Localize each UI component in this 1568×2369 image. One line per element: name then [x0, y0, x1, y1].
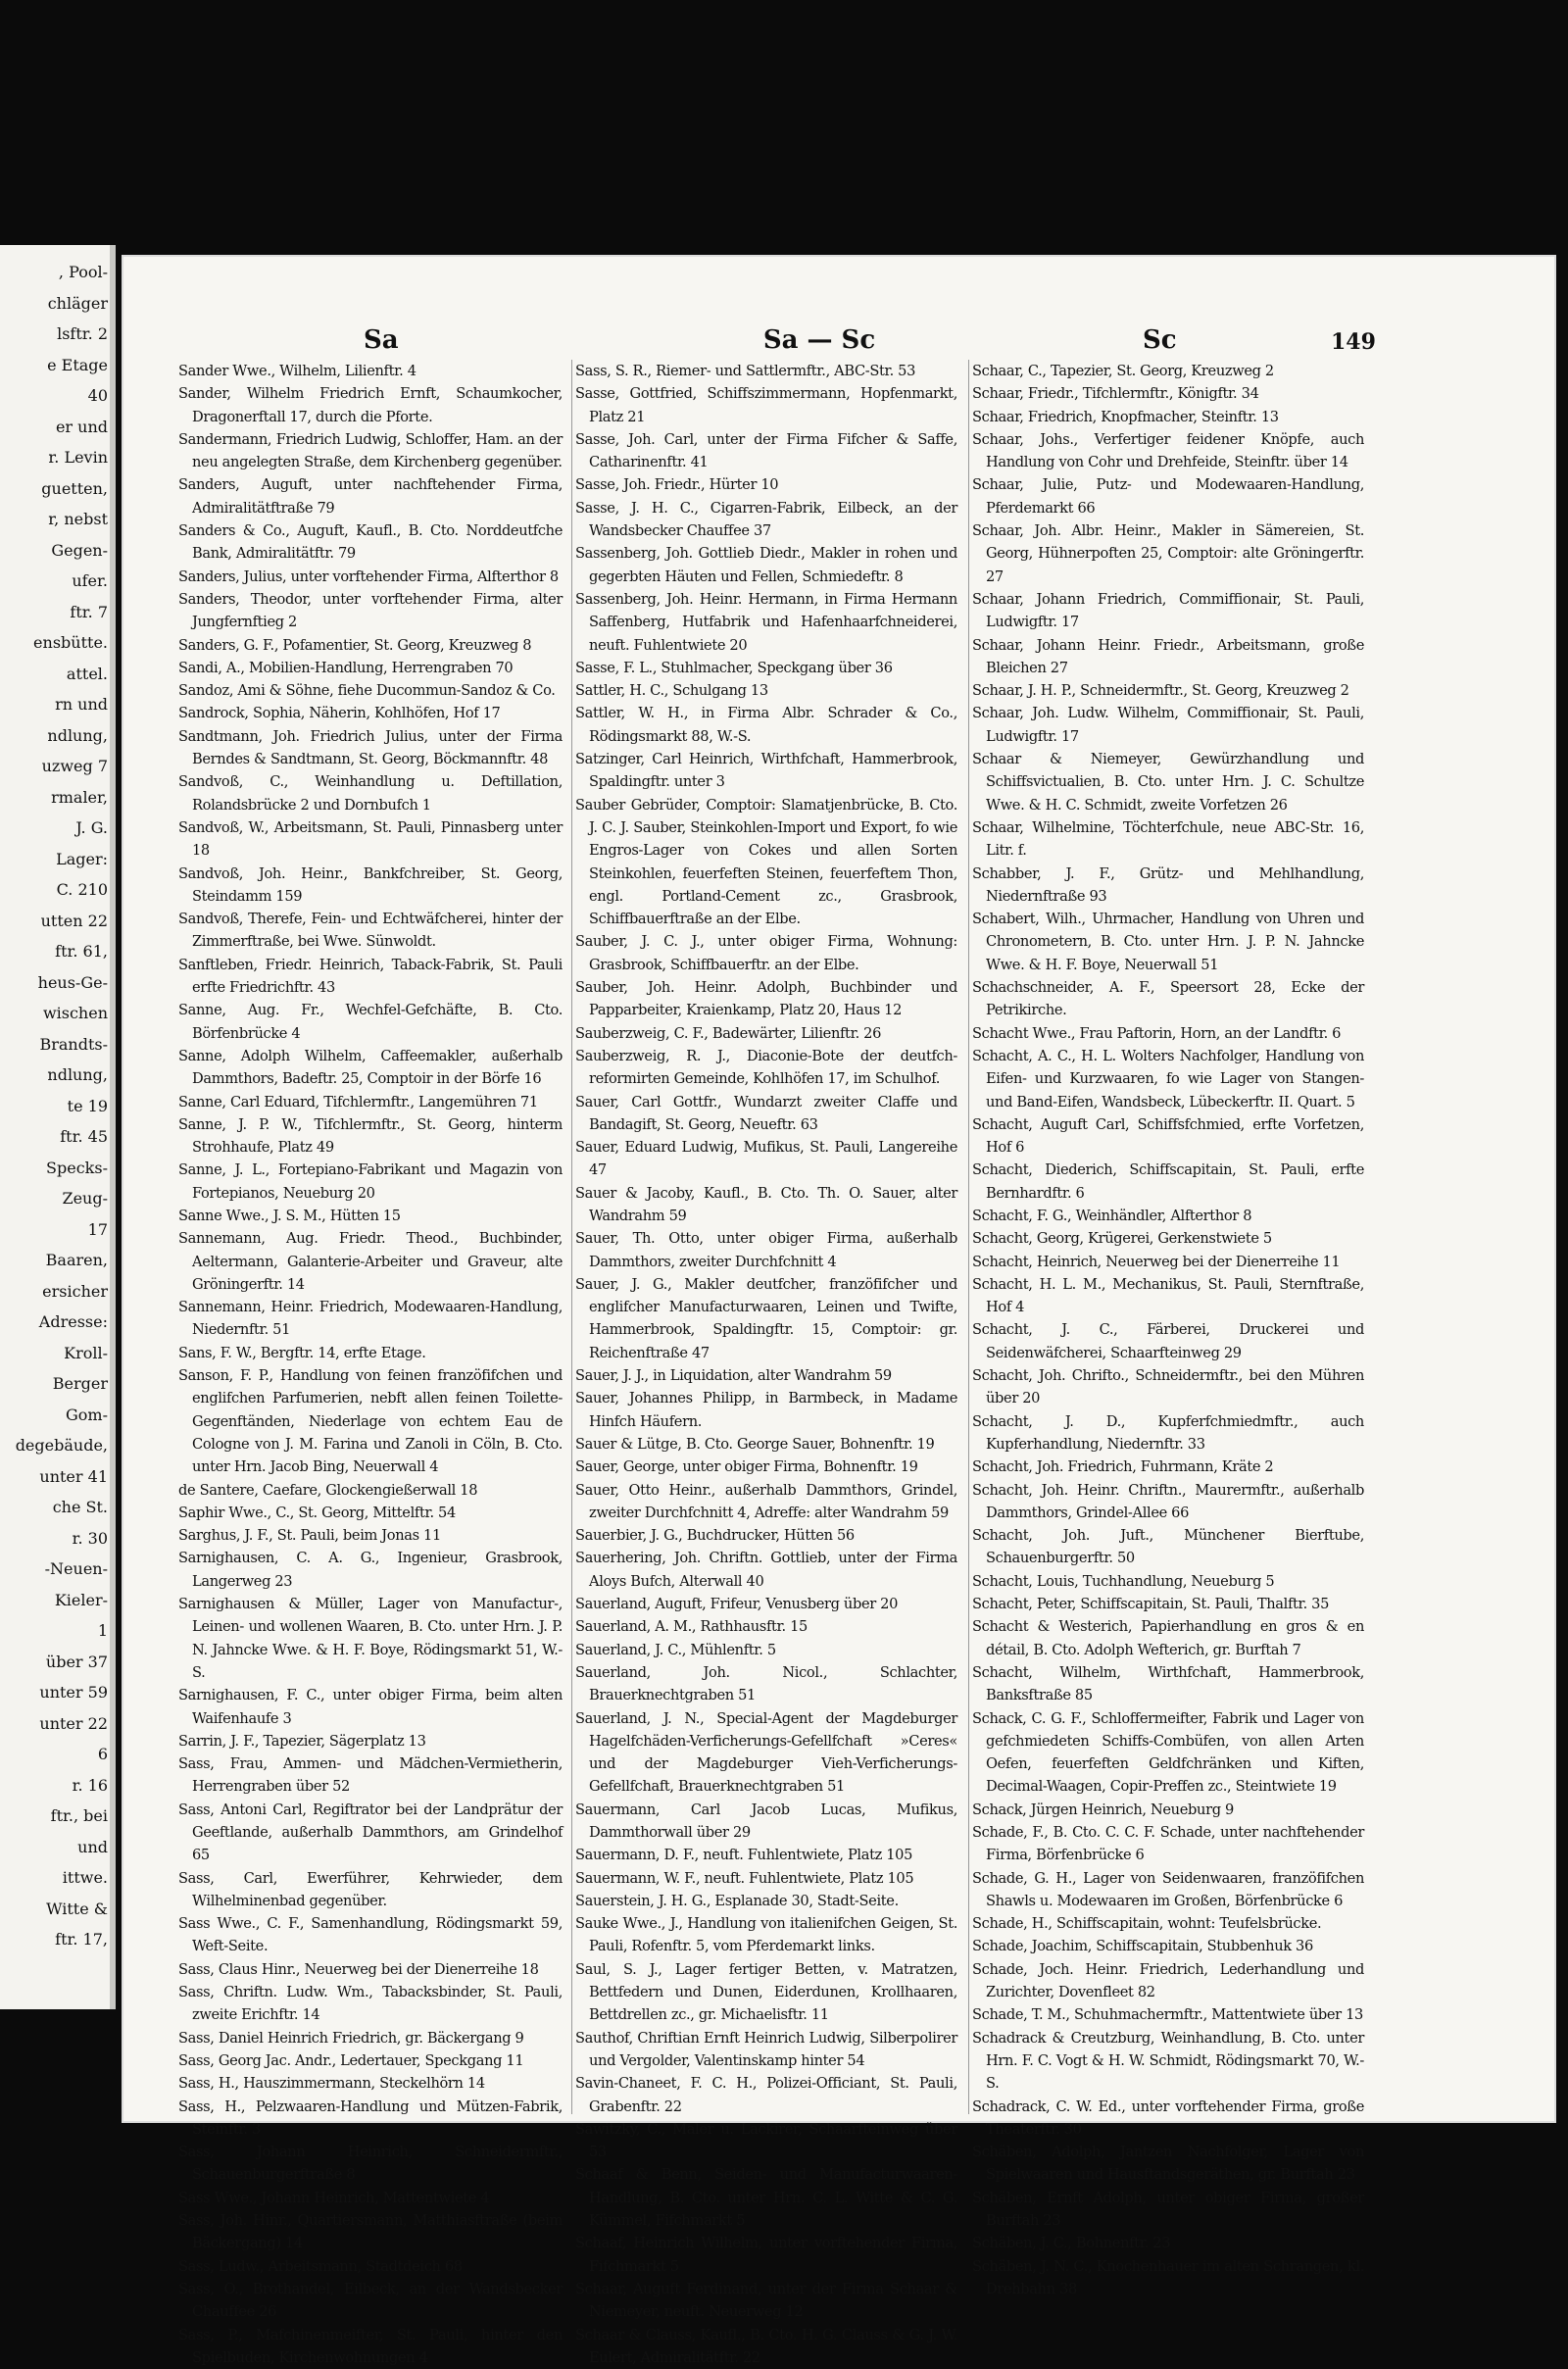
directory-entry: Sasse, Gottfried, Schiffszimmermann, Hopfenmarkt, Platz 21 — [575, 385, 957, 425]
directory-entry: Sauer, J. J., in Liquidation, alter Wandrahm 59 — [575, 1367, 892, 1385]
directory-entry: Schacht, Joh. Chrifto., Schneidermftr., bei den Mühren über 20 — [972, 1367, 1364, 1407]
left-page-text: ufer. — [72, 571, 108, 590]
directory-entry: Sanne, Adolph Wilhelm, Caffeemakler, außerhalb Dammthors, Badeftr. 25, Comptoir in der Börfe 16 — [178, 1047, 563, 1088]
directory-entry: Sandvoß, Therefe, Fein- und Echtwäfcherei, hinter der Zimmerftraße, bei Wwe. Sünwoldt. — [178, 911, 563, 951]
left-page-text: unter 22 — [39, 1713, 108, 1733]
left-page-text: ftr. 17, — [55, 1930, 108, 1949]
directory-entry: Schäben, Adolph, Jantzen Nachfolger, Lager von Spielwaaren und Hausftandsgeräthen, gr. Burftah 23 — [972, 2144, 1364, 2184]
left-page-text: Witte & — [46, 1899, 108, 1918]
directory-entry: Sannemann, Aug. Friedr. Theod., Buchbinder, Aeltermann, Galanterie-Arbeiter und Graveur, alte Gröningerftr. 14 — [178, 1230, 563, 1293]
directory-entry: Schacht, H. L. M., Mechanikus, St. Pauli, Sternftraße, Hof 4 — [972, 1275, 1364, 1316]
column-1 — [178, 360, 563, 2366]
directory-entry: Sauer, Carl Gottfr., Wundarzt zweiter Claffe und Bandagift, St. Georg, Neueftr. 63 — [575, 1093, 957, 1133]
directory-entry: Sandvoß, Joh. Heinr., Bankfchreiber, St. Georg, Steindamm 159 — [178, 864, 563, 905]
directory-entry: Schaar, Julie, Putz- und Modewaaren-Handlung, Pferdemarkt 66 — [972, 476, 1364, 517]
directory-entry: Sass, Daniel Heinrich Friedrich, gr. Bäckergang 9 — [178, 2029, 524, 2047]
directory-entry: Sass, Chriftn. Ludw. Wm., Tabacksbinder, St. Pauli, zweite Erichftr. 14 — [178, 1984, 563, 2024]
directory-entry: Sanders, Julius, unter vorftehender Firma, Alfterthor 8 — [178, 568, 559, 585]
left-page-text: Berger — [52, 1374, 108, 1393]
left-page-text: e Etage — [47, 355, 108, 374]
directory-entry: Schacht, Joh. Friedrich, Fuhrmann, Kräte 2 — [972, 1458, 1274, 1476]
directory-entry: Sauke Wwe., J., Handlung von italienifchen Geigen, St. Pauli, Rofenftr. 5, vom Pferdemarkt links. — [575, 1915, 957, 1955]
directory-entry: Sanders & Co., Auguft, Kaufl., B. Cto. Norddeutfche Bank, Admiralitätftr. 79 — [178, 522, 563, 563]
left-page-text: ittwe. — [62, 1868, 108, 1887]
directory-entry: Schäben, J. N. C., Knochenhauer im alten Schrangen, kl. Drehbahn 38 — [972, 2257, 1364, 2297]
left-page-text: utten 22 — [40, 911, 108, 930]
directory-entry: Sass, Joh. Hinr., Quartiersmann, Matthiasftraße (beim Bäckergang) 14 — [178, 2212, 563, 2252]
directory-entry: Schacht, Diederich, Schiffscapitain, St. Pauli, erfte Bernhardftr. 6 — [972, 1161, 1364, 1202]
left-page-text: ftr. 61, — [55, 942, 108, 961]
directory-entry: Schaar & Niemeyer, Gewürzhandlung und Schiffsvictualien, B. Cto. unter Hrn. J. C. Schultze Wwe. & H. C. Schmidt, zweite Vorfetzen 26 — [972, 751, 1364, 814]
directory-entry: Sauer & Jacoby, Kaufl., B. Cto. Th. O. Sauer, alter Wandrahm 59 — [575, 1184, 957, 1224]
directory-entry: Schade, F., B. Cto. C. C. F. Schade, unter nachftehender Firma, Börfenbrücke 6 — [972, 1824, 1364, 1864]
directory-entry: Schacht, F. G., Weinhändler, Alfterthor 8 — [972, 1207, 1252, 1224]
left-page-text: J. G. — [75, 818, 108, 837]
directory-entry: de Santere, Caefare, Glockengießerwall 18 — [178, 1481, 478, 1499]
left-page-text: C. 210 — [56, 880, 108, 899]
directory-entry: Sauberzweig, R. J., Diaconie-Bote der deutfch-reformirten Gemeinde, Kohlhöfen 17, im Schulhof. — [575, 1047, 957, 1088]
directory-entry: Sauerland, J. N., Special-Agent der Magdeburger Hagelfchäden-Verficherungs-Gefellfchaft »Ceres« und der Magdeburger Vieh-Verficherungs-Gefellfchaft, Brauerknechtgraben 51 — [575, 1709, 957, 1796]
directory-entry: Sass Wwe., Johann Heinrich, Mattentwiete 4 — [178, 2189, 490, 2206]
left-page-text: 40 — [87, 386, 108, 405]
directory-entry: Schacht, Peter, Schiffscapitain, St. Pauli, Thalftr. 35 — [972, 1596, 1330, 1613]
directory-entry: Sass, H., Pelzwaaren-Handlung und Mützen-Fabrik, Steinftr. 3 — [178, 2098, 563, 2138]
left-page-text: über 37 — [45, 1652, 108, 1671]
left-page-text: und — [77, 1837, 108, 1856]
header-left: Sa — [364, 325, 399, 355]
directory-entry: Sandoz, Ami & Söhne, fiehe Ducommun-Sandoz & Co. — [178, 682, 556, 700]
left-page-text: 1 — [97, 1621, 108, 1640]
directory-entry: Sass, Frau, Ammen- und Mädchen-Vermietherin, Herrengraben über 52 — [178, 1755, 563, 1796]
left-page-text: ftr., bei — [50, 1806, 108, 1825]
directory-entry: Sasse, F. L., Stuhlmacher, Speckgang über 36 — [575, 659, 893, 676]
directory-entry: Schack, Jürgen Heinrich, Neueburg 9 — [972, 1801, 1234, 1818]
directory-entry: Schäben, J. C., Bohnenftr. 23 — [972, 2235, 1171, 2252]
directory-entry: Sass, O., Brothandel, Eilbeck, an der Wandsbecker Chauffee 26 — [178, 2280, 563, 2321]
header-center: Sa — Sc — [762, 325, 876, 355]
directory-entry: Sass, H., Hauszimmermann, Steckelhörn 14 — [178, 2075, 485, 2093]
directory-entry: Sarnighausen & Müller, Lager von Manufactur-, Leinen- und wollenen Waaren, B. Cto. unter Hrn. J. P. N. Jahncke Wwe. & H. F. Boye, Rödingsmarkt 51, W.-S. — [178, 1596, 563, 1681]
directory-entry: Schaaf, Heinrich Wilhelm, unter vorftehender Firma, Fifchmarkt 5 — [575, 2235, 957, 2275]
directory-entry: Sass, Carl, Ewerführer, Kehrwieder, dem Wilhelminenbad gegenüber. — [178, 1869, 563, 1909]
directory-entry: Sawitzky, C., Maler u. Lackirer, Schaarfteinweg über 53 — [575, 2120, 957, 2161]
directory-entry: Sauerland, J. C., Mühlenftr. 5 — [575, 1641, 776, 1658]
running-header — [123, 325, 1554, 359]
directory-entry: Sandrock, Sophia, Näherin, Kohlhöfen, Hof 17 — [178, 705, 501, 722]
directory-entry: Sandermann, Friedrich Ludwig, Schloffer, Ham. an der neu angelegten Straße, dem Kirchenberg gegenüber. — [178, 430, 563, 471]
directory-entry: Sauerland, Auguft, Frifeur, Venusberg über 20 — [575, 1596, 899, 1613]
directory-entry: Sauber Gebrüder, Comptoir: Slamatjenbrücke, B. Cto. J. C. J. Sauber, Steinkohlen-Import und Export, fo wie Engros-Lager von Cokes und allen Sorten Steinkohlen, feuerfeften Steinen, feuerfeftem Thon, engl. Portland-Cement zc., Grasbrook, Schiffbauerftraße an der Elbe. — [575, 796, 957, 928]
left-page-text: er und — [55, 417, 108, 436]
directory-entry: Sandvoß, W., Arbeitsmann, St. Pauli, Pinnasberg unter 18 — [178, 818, 563, 860]
directory-entry: Sasse, J. H. C., Cigarren-Fabrik, Eilbeck, an der Wandsbecker Chauffee 37 — [575, 499, 957, 540]
left-page-text: Kroll- — [64, 1343, 108, 1362]
directory-entry: Schaar, Friedrich, Knopfmacher, Steinftr. 13 — [972, 408, 1279, 425]
left-page-text: Adresse: — [38, 1312, 108, 1331]
directory-entry: Schachschneider, A. F., Speersort 28, Ecke der Petrikirche. — [972, 979, 1364, 1019]
left-page-text: 6 — [97, 1745, 108, 1763]
directory-entry: Sassenberg, Joh. Gottlieb Diedr., Makler in rohen und gegerbten Häuten und Fellen, Schmiedeftr. 8 — [575, 545, 957, 585]
left-page-text: rmaler, — [51, 787, 108, 807]
left-page-text: ensbütte. — [33, 633, 108, 652]
directory-entry: Schade, Joachim, Schiffscapitain, Stubbenhuk 36 — [972, 1938, 1313, 1955]
directory-entry: Sauer, Johannes Philipp, in Barmbeck, in Madame Hinfch Häufern. — [575, 1390, 957, 1430]
directory-entry: Sass, Antoni Carl, Regiftrator bei der Landprätur der Geeftlande, außerhalb Dammthors, am Grindelhof 65 — [178, 1801, 563, 1864]
left-page-text: , Pool- — [58, 263, 108, 281]
directory-entry: Sauberzweig, C. F., Badewärter, Lilienftr. 26 — [575, 1024, 882, 1042]
left-page-text: Brandts- — [39, 1034, 108, 1054]
left-page-text: lsftr. 2 — [57, 324, 108, 343]
left-page-text: r. 16 — [72, 1775, 108, 1795]
directory-entry: Sauerland, Joh. Nicol., Schlachter, Brauerknechtgraben 51 — [575, 1663, 957, 1704]
left-page-text: uzweg 7 — [41, 757, 108, 775]
directory-entry: Schadrack & Creutzburg, Weinhandlung, B. Cto. unter Hrn. F. C. Vogt & H. W. Schmidt, Rödingsmarkt 70, W.-S. — [972, 2029, 1364, 2093]
directory-entry: Schade, G. H., Lager von Seidenwaaren, franzöfifchen Shawls u. Modewaaren im Großen, Börfenbrücke 6 — [972, 1869, 1364, 1909]
directory-entry: Schaar, Auguft Ferdinand, unter der Firma Schaar & Niemeyer, neuft. Neuerweg 12 — [575, 2280, 957, 2321]
directory-entry: Satzinger, Carl Heinrich, Wirthfchaft, Hammerbrook, Spaldingftr. unter 3 — [575, 751, 957, 791]
directory-entry: Sassenberg, Joh. Heinr. Hermann, in Firma Hermann Saffenberg, Hutfabrik und Hafenhaarfchneiderei, neuft. Fuhlentwiete 20 — [575, 590, 957, 654]
directory-entry: Sarrin, J. F., Tapezier, Sägerplatz 13 — [178, 1732, 426, 1750]
directory-entry: Sanne, Carl Eduard, Tifchlermftr., Langemühren 71 — [178, 1093, 538, 1110]
directory-entry: Sauerstein, J. H. G., Esplanade 30, Stadt-Seite. — [575, 1892, 899, 1909]
directory-entry: Schade, H., Schiffscapitain, wohnt: Teufelsbrücke. — [972, 1915, 1322, 1933]
directory-entry: Schade, Joch. Heinr. Friedrich, Lederhandlung und Zurichter, Dovenfleet 82 — [972, 1960, 1364, 2001]
left-page-text: r, nebst — [48, 510, 108, 528]
directory-entry: Sander Wwe., Wilhelm, Lilienftr. 4 — [178, 363, 416, 379]
directory-entry: Schacht, J. C., Färberei, Druckerei und Seidenwäfcherei, Schaarfteinweg 29 — [972, 1321, 1364, 1361]
directory-entry: Schaar, Wilhelmine, Töchterfchule, neue ABC-Str. 16, Litr. f. — [972, 818, 1364, 860]
directory-entry: Sauer, Th. Otto, unter obiger Firma, außerhalb Dammthors, zweiter Durchfchnitt 4 — [575, 1230, 957, 1270]
left-page-text: Gom- — [66, 1405, 108, 1424]
directory-entry: Saphir Wwe., C., St. Georg, Mittelftr. 54 — [178, 1504, 456, 1521]
directory-entry: Sarnighausen, F. C., unter obiger Firma, beim alten Waifenhaufe 3 — [178, 1687, 563, 1727]
left-page-text: Lager: — [56, 849, 108, 868]
directory-entry: Sauermann, W. F., neuft. Fuhlentwiete, Platz 105 — [575, 1869, 914, 1887]
directory-entry: Sanne, Aug. Fr., Wechfel-Gefchäfte, B. Cto. Börfenbrücke 4 — [178, 1002, 563, 1042]
left-page-text: ersicher — [42, 1281, 108, 1301]
left-page-text: -Neuen- — [44, 1559, 108, 1578]
directory-entry: Sass, Johann Heinrich, Schneidermftr., Schauenburgerftraße 8 — [178, 2144, 563, 2184]
left-page-text: wischen — [42, 1004, 108, 1022]
directory-entry: Sauerland, A. M., Rathhausftr. 15 — [575, 1618, 808, 1636]
directory-entry: Schaar, Johann Friedrich, Commiffionair, St. Pauli, Ludwigftr. 17 — [972, 590, 1364, 631]
directory-entry: Schacht, Louis, Tuchhandlung, Neueburg 5 — [972, 1572, 1275, 1590]
left-page-text: unter 41 — [39, 1466, 108, 1486]
directory-entry: Sauer, J. G., Makler deutfcher, franzöfifcher und englifcher Manufacturwaaren, Leinen und Twifte, Hammerbrook, Spaldingftr. 15, Comptoir: gr. Reichenftraße 47 — [575, 1275, 957, 1361]
directory-entry: Schadrack, C. W. Ed., unter vorftehender Firma, große Theaterftr. 30 — [972, 2098, 1364, 2138]
directory-entry: Sass, S. R., Riemer- und Sattlermftr., ABC-Str. 53 — [575, 363, 916, 379]
directory-entry: Sauer, George, unter obiger Firma, Bohnenftr. 19 — [575, 1458, 918, 1476]
directory-entry: Sanders, Theodor, unter vorftehender Firma, alter Jungfernftieg 2 — [178, 590, 563, 631]
directory-entry: Sass, P., Mafchinenmeifter, St. Pauli, hinter den Spielbuden, Kirchenwohnungen 4 — [178, 2326, 563, 2366]
column-3 — [968, 360, 1364, 2297]
left-page-text: che St. — [52, 1498, 108, 1516]
left-page-text: ndlung, — [47, 1065, 108, 1084]
directory-entry: Schade, T. M., Schuhmachermftr., Mattentwiete über 13 — [972, 2006, 1363, 2024]
directory-entry: Sanson, F. P., Handlung von feinen franzöfifchen und englifchen Parfumerien, nebft allen feinen Toilette-Gegenftänden, Niederlage von echtem Eau de Cologne von J. M. Farina und Zanoli in Cöln, B. Cto. unter Hrn. Jacob Bing, Neuerwall 4 — [178, 1367, 563, 1476]
directory-entry: Sass, Claus Hinr., Neuerweg bei der Dienerreihe 18 — [178, 1960, 539, 1978]
directory-entry: Sauber, J. C. J., unter obiger Firma, Wohnung: Grasbrook, Schiffbauerftr. an der Elbe. — [575, 933, 957, 973]
left-page-text: rn und — [55, 695, 108, 714]
left-page-text: Specks- — [46, 1158, 108, 1177]
directory-entry: Sandvoß, C., Weinhandlung u. Deftillation, Rolandsbrücke 2 und Dornbufch 1 — [178, 773, 563, 814]
left-page-fragment — [0, 245, 116, 2009]
directory-entry: Sauer, Eduard Ludwig, Mufikus, St. Pauli, Langereihe 47 — [575, 1139, 957, 1179]
directory-entry: Sanders, G. F., Pofamentier, St. Georg, Kreuzweg 8 — [178, 636, 532, 654]
directory-entry: Schacht, Auguft Carl, Schiffsfchmied, erfte Vorfetzen, Hof 6 — [972, 1115, 1364, 1157]
column-2 — [571, 360, 957, 2366]
directory-entry: Sattler, W. H., in Firma Albr. Schrader & Co., Rödingsmarkt 88, W.-S. — [575, 705, 957, 745]
left-page-text: ndlung, — [47, 725, 108, 745]
directory-entry: Sandtmann, Joh. Friedrich Julius, unter der Firma Berndes & Sandtmann, St. Georg, Böckmannftr. 48 — [178, 727, 563, 768]
left-page-text: ftr. 7 — [70, 602, 108, 621]
directory-entry: Sanftleben, Friedr. Heinrich, Taback-Fabrik, St. Pauli erfte Friedrichftr. 43 — [178, 956, 563, 997]
directory-entry: Sanne, J. L., Fortepiano-Fabrikant und Magazin von Fortepianos, Neueburg 20 — [178, 1161, 563, 1202]
directory-entry: Sattler, H. C., Schulgang 13 — [575, 682, 768, 700]
left-page-text: unter 59 — [39, 1683, 108, 1702]
left-page-text: Baaren, — [45, 1251, 108, 1269]
left-page-text: attel. — [66, 664, 108, 683]
directory-entry: Schaaf & Benn, Seiden- und Manufacturwaaren-Handlung, B. Cto. unter Hrn. C. L. Witte & C. G. Kümmel, Fifchmarkt 5 — [575, 2166, 957, 2230]
directory-entry: Sass, Georg Jac. Andr., Ledertauer, Speckgang 11 — [178, 2051, 524, 2069]
directory-entry: Sauerbier, J. G., Buchdrucker, Hütten 56 — [575, 1527, 855, 1545]
left-page-text: degebäude, — [15, 1436, 108, 1455]
directory-entry: Schaar, Friedr., Tifchlermftr., Königftr. 34 — [972, 385, 1259, 403]
directory-entry: Schaar, C., Tapezier, St. Georg, Kreuzweg 2 — [972, 363, 1274, 379]
left-page-text: ftr. 45 — [60, 1127, 108, 1146]
directory-entry: Sauer & Lütge, B. Cto. George Sauer, Bohnenftr. 19 — [575, 1435, 935, 1453]
directory-entry: Schacht Wwe., Frau Paftorin, Horn, an der Landftr. 6 — [972, 1024, 1342, 1042]
directory-entry: Schacht, Georg, Krügerei, Gerkenstwiete 5 — [972, 1230, 1272, 1248]
directory-entry: Schacht, J. D., Kupferfchmiedmftr., auch Kupferhandlung, Niedernftr. 33 — [972, 1412, 1364, 1453]
directory-entry: Schacht, Joh. Heinr. Chriftn., Maurermftr., außerhalb Dammthors, Grindel-Allee 66 — [972, 1481, 1364, 1521]
directory-entry: Sanders, Auguft, unter nachftehender Firma, Admiralitätftraße 79 — [178, 476, 563, 517]
directory-entry: Sans, F. W., Bergftr. 14, erfte Etage. — [178, 1344, 426, 1361]
directory-entry: Schaar & Clauss, Kaufl., B. Cto. H. G. Clauss & G. J. W. Eulert, Admiralitätftr. 22 — [575, 2326, 957, 2366]
directory-entry: Schaar, J. H. P., Schneidermftr., St. Georg, Kreuzweg 2 — [972, 682, 1349, 700]
directory-entry: Schacht, Heinrich, Neuerweg bei der Dienerreihe 11 — [972, 1253, 1341, 1270]
directory-entry: Sass, Ludw., Arbeitsmann, Stadtdeich 68 — [178, 2257, 463, 2275]
directory-entry: Sarghus, J. F., St. Pauli, beim Jonas 11 — [178, 1527, 441, 1545]
directory-entry: Schabber, J. F., Grütz- und Mehlhandlung, Niedernftraße 93 — [972, 864, 1364, 905]
directory-entry: Sass Wwe., C. F., Samenhandlung, Rödingsmarkt 59, Weft-Seite. — [178, 1915, 563, 1955]
left-page-text: 17 — [87, 1219, 108, 1239]
directory-entry: Schacht, A. C., H. L. Wolters Nachfolger, Handlung von Eifen- und Kurzwaaren, fo wie Lager von Stangen- und Band-Eifen, Wandsbeck, Lübeckerftr. II. Quart. 5 — [972, 1047, 1364, 1110]
directory-entry: Savin-Chaneet, F. C. H., Polizei-Officiant, St. Pauli, Grabenftr. 22 — [575, 2075, 957, 2115]
directory-entry: Schäben, Ernft Adolph, unter obiger Firma, großer Burftah 23 — [972, 2189, 1364, 2230]
directory-entry: Sauermann, D. F., neuft. Fuhlentwiete, Platz 105 — [575, 1847, 913, 1864]
page-number: 149 — [1331, 329, 1376, 355]
directory-entry: Sauer, Otto Heinr., außerhalb Dammthors, Grindel, zweiter Durchfchnitt 4, Adreffe: alter Wandrahm 59 — [575, 1481, 957, 1521]
directory-entry: Sarnighausen, C. A. G., Ingenieur, Grasbrook, Langerweg 23 — [178, 1550, 563, 1590]
directory-entry: Sannemann, Heinr. Friedrich, Modewaaren-Handlung, Niedernftr. 51 — [178, 1299, 563, 1339]
directory-entry: Sasse, Joh. Friedr., Hürter 10 — [575, 476, 779, 494]
directory-entry: Saul, S. J., Lager fertiger Betten, v. Matratzen, Bettfedern und Dunen, Eiderdunen, Krollhaaren, Bettdrellen zc., gr. Michaelisftr. 11 — [575, 1960, 957, 2024]
directory-entry: Sauermann, Carl Jacob Lucas, Mufikus, Dammthorwall über 29 — [575, 1801, 957, 1841]
left-page-text: r. Levin — [48, 448, 108, 467]
left-page-text: Gegen- — [51, 540, 108, 560]
directory-page — [123, 257, 1554, 2366]
left-page-text: Zeug- — [62, 1189, 108, 1208]
header-right: Sc — [1143, 325, 1177, 355]
directory-entry: Schabert, Wilh., Uhrmacher, Handlung von Uhren und Chronometern, B. Cto. unter Hrn. J. P. N. Jahncke Wwe. & H. F. Boye, Neuerwall 51 — [972, 911, 1364, 973]
left-page-text: te 19 — [67, 1096, 108, 1115]
directory-entry: Schaar, Johann Heinr. Friedr., Arbeitsmann, große Bleichen 27 — [972, 636, 1364, 676]
directory-entry: Schacht, Joh. Juft., Münchener Bierftube, Schauenburgerftr. 50 — [972, 1527, 1364, 1567]
left-page-text: chläger — [47, 293, 108, 313]
left-page-text: Kieler- — [54, 1590, 108, 1609]
left-page-text: heus-Ge- — [37, 972, 108, 992]
directory-entry: Sauthof, Chriftian Ernft Heinrich Ludwig, Silberpolirer und Vergolder, Valentinskamp hinter 54 — [575, 2029, 957, 2069]
directory-entry: Sanne, J. P. W., Tifchlermftr., St. Georg, hinterm Strohhaufe, Platz 49 — [178, 1115, 563, 1157]
directory-entry: Schaar, Johs., Verfertiger feidener Knöpfe, auch Handlung von Cohr und Drehfeide, Steinftr. über 14 — [972, 430, 1364, 471]
directory-entry: Sander, Wilhelm Friedrich Ernft, Schaumkocher, Dragonerftall 17, durch die Pforte. — [178, 385, 563, 425]
directory-entry: Schacht, Wilhelm, Wirthfchaft, Hammerbrook, Banksftraße 85 — [972, 1663, 1364, 1704]
directory-entry: Schacht & Westerich, Papierhandlung en gros & en détail, B. Cto. Adolph Wefterich, gr. Burftah 7 — [972, 1618, 1364, 1658]
directory-entry: Schaar, Joh. Albr. Heinr., Makler in Sämereien, St. Georg, Hühnerpoften 25, Comptoir: alte Gröningerftr. 27 — [972, 522, 1364, 585]
directory-entry: Sandi, A., Mobilien-Handlung, Herrengraben 70 — [178, 659, 514, 676]
left-page-text: guetten, — [41, 478, 108, 498]
directory-entry: Sanne Wwe., J. S. M., Hütten 15 — [178, 1207, 401, 1224]
directory-entry: Sauber, Joh. Heinr. Adolph, Buchbinder und Papparbeiter, Kraienkamp, Platz 20, Haus 12 — [575, 979, 957, 1019]
left-page-text: r. 30 — [72, 1528, 108, 1548]
directory-entry: Sasse, Joh. Carl, unter der Firma Fifcher & Saffe, Catharinenftr. 41 — [575, 430, 957, 471]
directory-entry: Sauerhering, Joh. Chriftn. Gottlieb, unter der Firma Aloys Bufch, Alterwall 40 — [575, 1550, 957, 1590]
directory-entry: Schaar, Joh. Ludw. Wilhelm, Commiffionair, St. Pauli, Ludwigftr. 17 — [972, 705, 1364, 745]
directory-entry: Schack, C. G. F., Schloffermeifter, Fabrik und Lager von gefchmiedeten Schiffs-Combüfen, von allen Arten Oefen, feuerfeften Geldfchränken und Kiften, Decimal-Waagen, Copir-Preffen zc., Steintwiete 19 — [972, 1709, 1364, 1796]
